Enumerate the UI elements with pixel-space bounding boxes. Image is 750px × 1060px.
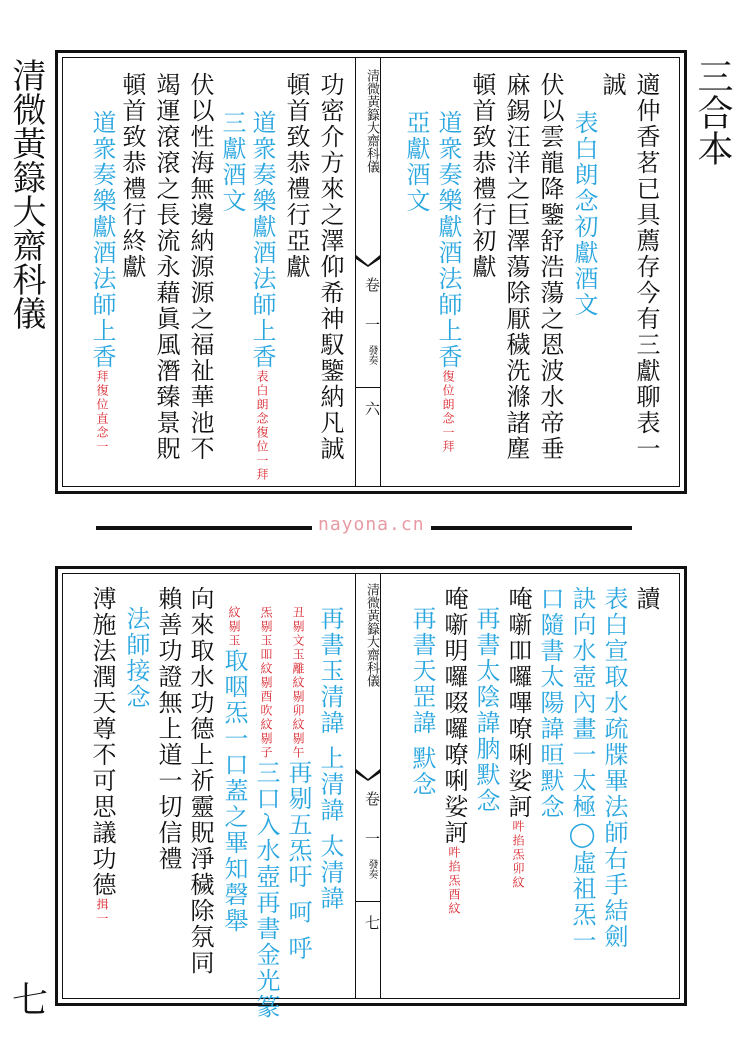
rubric-column — [84, 110, 120, 454]
ritual-note: 吽掐炁酉紋 — [447, 846, 461, 916]
rubric-column: 訣向水壺內畫一太極◯虛祖炁一 — [568, 586, 596, 954]
watermark: nayona.cn — [312, 514, 431, 535]
rubric-column: 口隨書太陽諱晅默念 — [536, 586, 564, 820]
gutter-section: 發奏 — [366, 345, 377, 365]
text-column — [436, 586, 472, 916]
ritual-note: 拜復位直念一 — [95, 370, 109, 454]
text-column: 適仲香茗已具薦存今有三獻聊表一 — [632, 72, 660, 462]
gutter-volume-number: 一 — [363, 317, 381, 332]
rubric-column — [248, 606, 284, 1020]
rubric-text: 道衆奏樂獻酒法師上香 — [434, 110, 462, 370]
rubric-column: 亞獻酒文 — [402, 110, 430, 214]
gutter-title: 清微黃籙大齋科儀 — [364, 583, 379, 687]
text-column: 頓首致恭禮行終獻 — [118, 72, 146, 280]
gutter-title: 清微黃籙大齋科儀 — [364, 69, 379, 173]
gutter-page: 七 — [363, 915, 381, 930]
text-column: 頓首致恭禮行初獻 — [468, 72, 496, 280]
page-number: 七 — [12, 980, 49, 1021]
rubric-column: 法師接念 — [122, 606, 150, 710]
rubric-column — [430, 110, 466, 454]
text-column: 誠 — [598, 72, 626, 98]
rubric-text: 三口入水壺再書金光篆 — [252, 760, 280, 1020]
ritual-note: 紋剔玉 — [227, 606, 241, 648]
gutter-page: 六 — [363, 401, 381, 416]
ritual-note: 吽掐炁卯紋 — [511, 820, 525, 890]
rubric-text: 道衆奏樂獻酒法師上香 — [248, 110, 276, 370]
ritual-note: 揖一 — [95, 898, 109, 926]
text-column: 伏以雲龍降鑒舒浩蕩之恩波水帝垂 — [536, 72, 564, 462]
text-column: 頓首致恭禮行亞獻 — [282, 72, 310, 280]
text-column: 向來取水功德上祈靈貺淨穢除氛同 — [186, 586, 214, 976]
gutter-volume-number: 一 — [363, 831, 381, 846]
rubric-column — [216, 606, 252, 934]
text-column: 竭運滾滾之長流永藉眞風潛臻景貺 — [152, 72, 180, 462]
rubric-column: 表白朗念初獻酒文 — [570, 110, 598, 318]
incantation-text: 唵噺吅囉嗶嘹唎娑訶 — [504, 586, 532, 820]
gutter-volume: 卷 — [363, 791, 381, 806]
text-column: 麻錫汪洋之巨澤蕩除厭穢洗滌諸塵 — [502, 72, 530, 462]
bottom-gutter — [355, 573, 381, 999]
gutter-section: 發奏 — [366, 859, 377, 879]
ritual-note: 丑剔文玉離紋剔卯紋剔午 — [291, 606, 305, 760]
incantation-text: 唵噺明囉啜囉嘹唎娑訶 — [440, 586, 468, 846]
rubric-column: 再書太陰諱朒默念 — [472, 606, 500, 814]
rubric-text: 再剔五炁吁 呵 呼 — [284, 760, 312, 962]
text-column: 功密介方來之澤仰希神馭鑒納凡誠 — [316, 72, 344, 462]
top-gutter — [355, 57, 381, 487]
rubric-column: 再書天罡諱 默念 — [408, 606, 436, 798]
rubric-column — [280, 606, 316, 961]
text-column — [500, 586, 536, 890]
closing-text: 溥施法潤天尊不可思議功德 — [88, 586, 116, 898]
fishtail-icon — [356, 769, 380, 781]
text-column: 讀 — [632, 586, 660, 612]
text-column: 賴善功證無上道一切信禮 — [154, 586, 182, 872]
fishtail-icon — [356, 255, 380, 267]
text-column — [84, 586, 120, 926]
rubric-text: 道衆奏樂獻酒法師上香 — [88, 110, 116, 370]
book-title: 清微黃籙大齋科儀 — [6, 58, 46, 330]
ritual-note: 炁剔玉吅紋剔酉吹紋剔子 — [259, 606, 273, 760]
rubric-column: 三獻酒文 — [218, 110, 246, 214]
edition-label: 三合本 — [692, 58, 733, 166]
rubric-column: 再書玉清諱 上清諱 太清諱 — [316, 606, 344, 912]
text-column: 伏以性海無邊納源源之福祉華池不 — [186, 72, 214, 462]
rubric-column: 表白宣取水疏牒畢法師右手結劍 — [600, 586, 628, 950]
ritual-note: 復位朗念一拜 — [441, 370, 455, 454]
gutter-volume: 卷 — [363, 277, 381, 292]
ritual-note: 表白朗念復位一拜 — [255, 370, 269, 482]
rubric-text: 取咽炁一口蓋之畢知磬舉 — [220, 648, 248, 934]
